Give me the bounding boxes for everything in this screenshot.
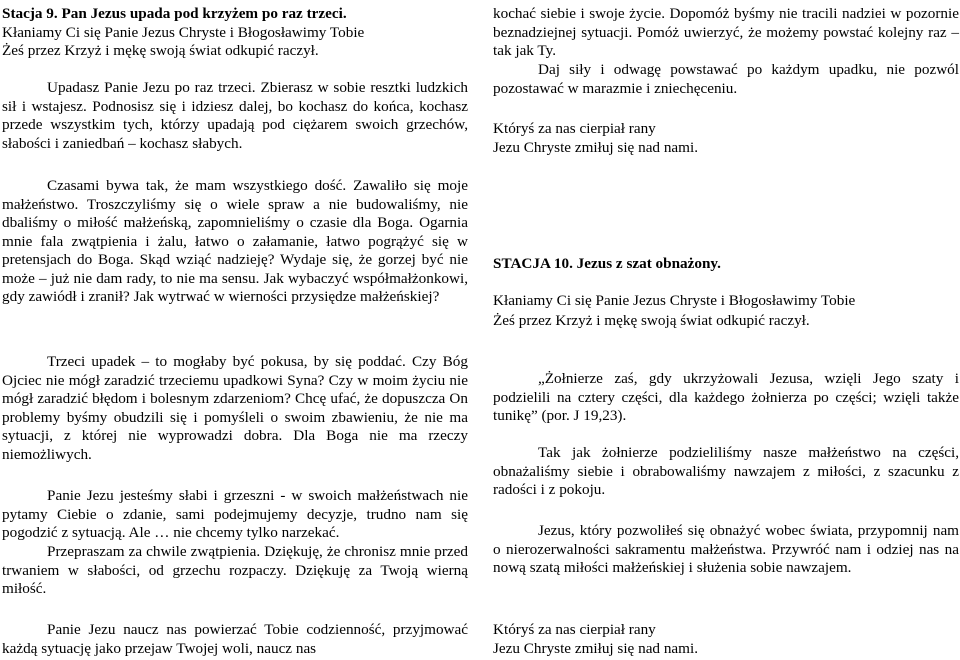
station-9-prayer-line-2: Żeś przez Krzyż i mękę swoją świat odkupić raczył. <box>2 42 319 59</box>
station-10-prayer-line-1: Kłaniamy Ci się Panie Jezus Chryste i Błogosławimy Tobie <box>493 292 856 309</box>
station-10-paragraph-soldiers: Tak jak żołnierze podzieliliśmy nasze małżeństwo na części, obnażaliśmy siebie i obrabowaliśmy nawzajem z miłości, z szacunku z radości i z pokoju. <box>493 444 959 498</box>
station-9-paragraph-marriage: Czasami bywa tak, że mam wszystkiego dość. Zawaliło się moje małżeństwo. Troszczyliśmy się o wiele spraw a nie budowaliśmy, nie dbaliśmy o miłość małżeńską, zapomnieliśmy o czasie dla Boga. Ogarnia mnie fala zwątpienia i żalu, łatwo o załamanie, łatwo pogrążyć się w pretensjach do Boga. Skąd wziąć nadzieję? Wydaje się, że gorzej być nie może – już nie dam rady, to nie ma sensu. Jak wybaczyć współmałżonkowi, gdy zawiódł i zranił? Jak wytrwać w wierności przysiędze małżeńskiej? <box>2 177 468 305</box>
station-10-prayer-line-2: Żeś przez Krzyż i mękę swoją świat odkupić raczył. <box>493 312 810 329</box>
station-10-heading: STACJA 10. Jezus z szat obnażony. <box>493 255 721 272</box>
station-9-heading: Stacja 9. Pan Jezus upada pod krzyżem po raz trzeci. <box>2 5 347 22</box>
refrain-2-line-1: Któryś za nas cierpiał rany <box>493 621 656 638</box>
station-10-paragraph-prayer: Jezus, który pozwoliłeś się obnażyć wobec świata, przypomnij nam o nierozerwalności sakramentu małżeństwa. Przywróć nam i odziej nas na nową szatą miłości małżeńskiej i służenia sobie nawzajem. <box>493 522 959 576</box>
station-10-scripture-quote: „Żołnierze zaś, gdy ukrzyżowali Jezusa, wzięli Jego szaty i podzielili na cztery części, dla każdego żołnierza po części; wzięli także tunikę” (por. J 19,23). <box>493 370 959 424</box>
station-9-paragraph-teach: Panie Jezu naucz nas powierzać Tobie codzienność, przyjmować każdą sytuację jako przejaw Twojej woli, naucz nas <box>2 621 468 657</box>
refrain-2-line-2: Jezu Chryste zmiłuj się nad nami. <box>493 640 698 657</box>
station-9-paragraph-strength: Daj siły i odwagę powstawać po każdym upadku, nie pozwól pozostawać w marazmie i zniechęceniu. <box>493 61 959 97</box>
refrain-1-line-2: Jezu Chryste zmiłuj się nad nami. <box>493 139 698 156</box>
station-9-paragraph-third-fall: Trzeci upadek – to mogłaby być pokusa, by się poddać. Czy Bóg Ojciec nie mógł zaradzić trzeciemu upadkowi Syna? Czy w moim życiu nie mógł zaradzić błędom i bolesnym zdarzeniom? Chcę ufać, że dopuszcza On problemy byśmy obudzili się i pomyśleli o swoim zbawieniu, że nie ma sytuacji, z której nie wyprowadzi dobra. Dla Boga nie ma rzeczy niemożliwych. <box>2 353 468 463</box>
station-9-prayer-line-1: Kłaniamy Ci się Panie Jezus Chryste i Błogosławimy Tobie <box>2 24 365 41</box>
station-9-paragraph-continued: kochać siebie i swoje życie. Dopomóż byśmy nie tracili nadziei w pozornie beznadziejnej sytuacji. Pomóż uwierzyć, że możemy powstać kolejny raz – tak jak Ty. <box>493 5 959 59</box>
station-9-paragraph-fall: Upadasz Panie Jezu po raz trzeci. Zbierasz w sobie resztki ludzkich sił i wstajesz. Podnosisz się i idziesz dalej, bo kochasz do końca, kochasz przede wszystkim tych, którzy upadają pod ciężarem swoich grzechów, słabości i zaniedbań – kochasz słabych. <box>2 79 468 152</box>
station-9-paragraph-weakness: Panie Jezu jesteśmy słabi i grzeszni - w swoich małżeństwach nie pytamy Ciebie o zdanie, sami podejmujemy decyzje, trudno nam się pogodzić z sytuacją. Ale … nie chcemy tylko narzekać. <box>2 487 468 541</box>
refrain-1-line-1: Któryś za nas cierpiał rany <box>493 120 656 137</box>
station-9-paragraph-apology: Przepraszam za chwile zwątpienia. Dziękuję, że chronisz mnie przed trwaniem w słabości, od grzechu rozpaczy. Dziękuję za Twoją wierną miłość. <box>2 543 468 597</box>
